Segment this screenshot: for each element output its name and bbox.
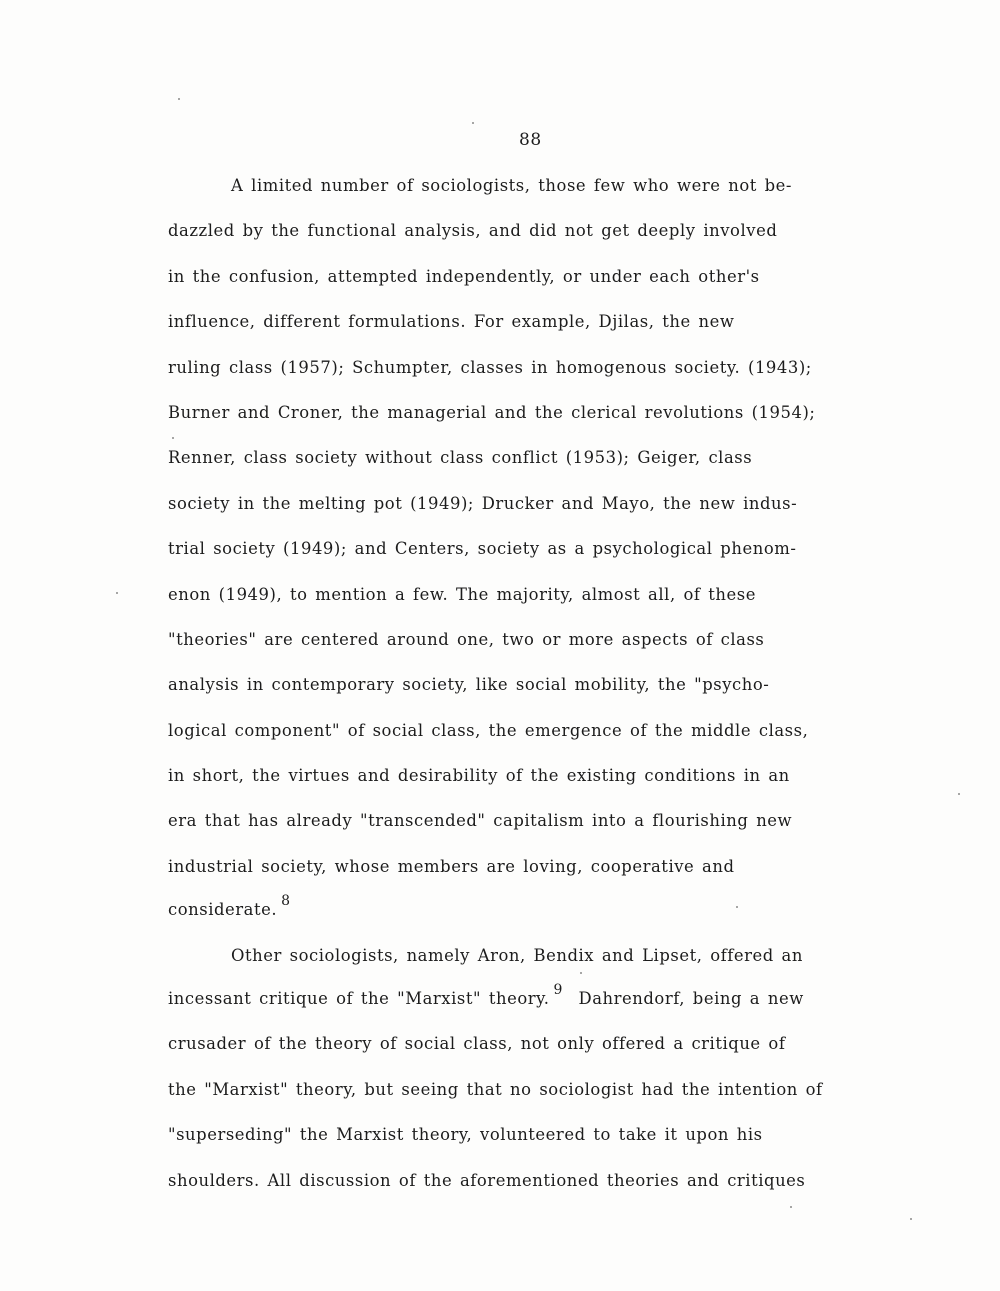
text-line-tail: Dahrendorf, being a new xyxy=(578,989,804,1009)
paragraph-2 xyxy=(168,942,898,1212)
text-line: ruling class (1957); Schumpter, classes in homogenous society. (1943); xyxy=(168,357,812,377)
text-line: society in the melting pot (1949); Drucker and Mayo, the new indus- xyxy=(168,493,798,513)
text-line: analysis in contemporary society, like social mobility, the "psycho- xyxy=(168,675,770,695)
text-line: Renner, class society without class conflict (1953); Geiger, class xyxy=(168,448,753,468)
page-number: 88 xyxy=(519,130,542,150)
body-text xyxy=(168,172,898,1212)
text-line: Other sociologists, namely Aron, Bendix and Lipset, offered an xyxy=(231,945,803,965)
scan-speck xyxy=(116,592,118,594)
text-line: shoulders. All discussion of the aforementioned theories and critiques xyxy=(168,1170,806,1190)
text-line-content: incessant critique of the "Marxist" theory. xyxy=(168,989,550,1009)
text-line: Burner and Croner, the managerial and the clerical revolutions (1954); xyxy=(168,402,816,422)
text-line: the "Marxist" theory, but seeing that no sociologist had the intention of xyxy=(168,1079,823,1099)
text-line-content: considerate. xyxy=(168,900,278,920)
text-line xyxy=(168,892,898,941)
text-line: A limited number of sociologists, those few who were not be- xyxy=(231,176,793,195)
footnote-marker: 8 xyxy=(281,892,291,909)
text-line: era that has already "transcended" capitalism into a flourishing new xyxy=(168,811,793,831)
text-line: influence, different formulations. For example, Djilas, the new xyxy=(168,312,735,332)
text-line: "superseding" the Marxist theory, volunteered to take it upon his xyxy=(168,1125,763,1145)
text-line: dazzled by the functional analysis, and did not get deeply involved xyxy=(168,221,778,241)
scan-speck xyxy=(580,972,582,974)
scan-speck xyxy=(790,1206,792,1208)
scan-speck xyxy=(736,906,738,908)
text-line: in short, the virtues and desirability of the existing conditions in an xyxy=(168,766,790,786)
scan-speck xyxy=(178,98,180,100)
text-line: crusader of the theory of social class, not only offered a critique of xyxy=(168,1034,786,1054)
scan-speck xyxy=(958,793,960,795)
text-line xyxy=(168,981,898,1030)
paragraph-1 xyxy=(168,172,898,942)
text-line: logical component" of social class, the emergence of the middle class, xyxy=(168,720,809,740)
text-line: "theories" are centered around one, two or more aspects of class xyxy=(168,629,765,649)
text-line: enon (1949), to mention a few. The majority, almost all, of these xyxy=(168,584,756,604)
scan-speck xyxy=(472,122,474,124)
footnote-marker: 9 xyxy=(553,981,563,998)
text-line: trial society (1949); and Centers, society as a psychological phenom- xyxy=(168,539,797,559)
scan-speck xyxy=(910,1218,912,1220)
text-line: industrial society, whose members are loving, cooperative and xyxy=(168,856,735,876)
text-line: in the confusion, attempted independently, or under each other's xyxy=(168,266,760,286)
scan-speck xyxy=(172,437,174,439)
